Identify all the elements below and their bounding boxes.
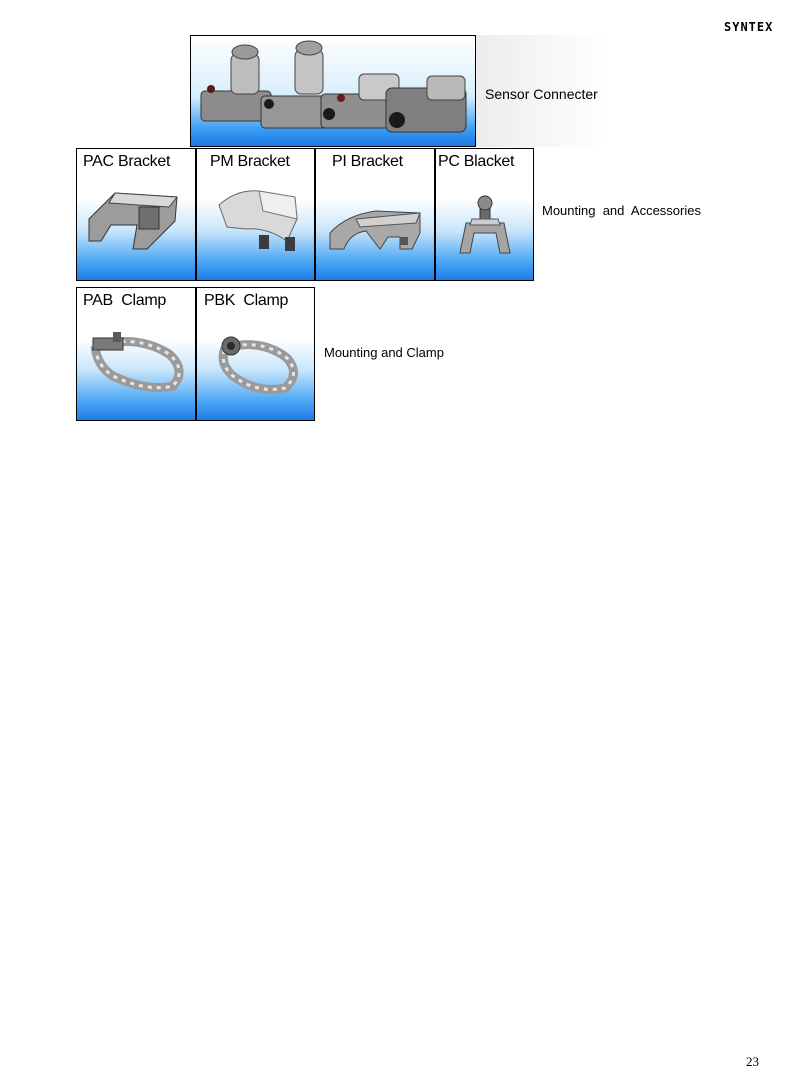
pac-bracket-title: PAC Bracket	[83, 153, 171, 170]
pc-bracket-tile	[435, 148, 534, 281]
pab-clamp-image	[93, 332, 179, 388]
pac-bracket-tile	[76, 148, 196, 281]
pbk-clamp-image	[222, 337, 294, 390]
pbk-clamp-tile	[196, 287, 315, 421]
pi-bracket-title: PI Bracket	[332, 153, 403, 170]
mounting-clamp-label: Mounting and Clamp	[324, 345, 444, 360]
pm-bracket-title: PM Bracket	[210, 153, 290, 170]
sensor-connector-label: Sensor Connecter	[485, 86, 598, 102]
pc-bracket-title: PC Blacket	[438, 153, 515, 170]
pm-bracket-tile	[196, 148, 315, 281]
sensor-connector-photo	[190, 35, 476, 147]
pc-bracket-image	[460, 196, 510, 253]
brand-name: SYNTEX	[724, 20, 774, 34]
pab-clamp-tile	[76, 287, 196, 421]
pbk-clamp-title: PBK Clamp	[204, 292, 289, 309]
pi-bracket-tile	[315, 148, 435, 281]
pm-bracket-image	[219, 191, 297, 251]
pac-bracket-image	[89, 193, 177, 249]
page-number: 23	[746, 1054, 759, 1069]
mounting-accessories-label: Mounting and Accessories	[542, 203, 701, 218]
pi-bracket-image	[330, 211, 420, 249]
pab-clamp-title: PAB Clamp	[83, 292, 166, 309]
